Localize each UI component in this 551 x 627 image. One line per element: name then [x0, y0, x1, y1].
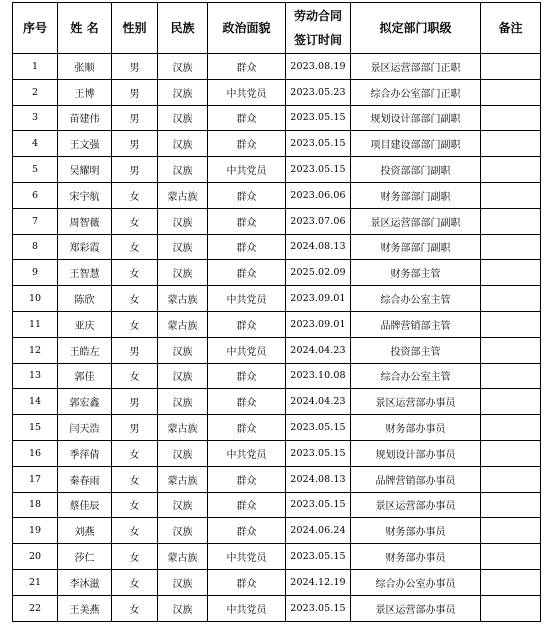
header-contract-date-line1: 劳动合同: [293, 9, 342, 23]
cell-name: 吴耀明: [58, 157, 112, 183]
cell-position: 综合办公室部门正职: [351, 79, 481, 105]
table-row: [13, 105, 541, 131]
cell-political-status: 群众: [208, 131, 286, 157]
table-row: [13, 492, 541, 518]
cell-no: 16: [13, 440, 58, 466]
cell-name: 秦春雨: [58, 466, 112, 492]
cell-note: [481, 595, 541, 621]
cell-contract-date: 2025.02.09: [286, 260, 351, 286]
cell-no: 15: [13, 415, 58, 441]
cell-name: 亚庆: [58, 311, 112, 337]
cell-name: 郑彩霞: [58, 234, 112, 260]
cell-contract-date: 2023.05.15: [286, 595, 351, 621]
cell-sex: 女: [112, 260, 158, 286]
cell-sex: 女: [112, 311, 158, 337]
table-row: [13, 363, 541, 389]
cell-name: 郭宏鑫: [58, 389, 112, 415]
cell-no: 8: [13, 234, 58, 260]
cell-ethnicity: 汉族: [158, 157, 208, 183]
cell-sex: 女: [112, 182, 158, 208]
cell-ethnicity: 汉族: [158, 363, 208, 389]
cell-no: 2: [13, 79, 58, 105]
cell-name: 陈欣: [58, 286, 112, 312]
cell-ethnicity: 汉族: [158, 131, 208, 157]
cell-note: [481, 208, 541, 234]
cell-position: 景区运营部办事员: [351, 595, 481, 621]
table-row: [13, 440, 541, 466]
cell-contract-date: 2024.08.13: [286, 234, 351, 260]
cell-ethnicity: 汉族: [158, 54, 208, 80]
cell-contract-date: 2023.09.01: [286, 311, 351, 337]
cell-ethnicity: 汉族: [158, 79, 208, 105]
cell-no: 22: [13, 595, 58, 621]
cell-ethnicity: 汉族: [158, 105, 208, 131]
cell-no: 4: [13, 131, 58, 157]
cell-contract-date: 2023.05.15: [286, 157, 351, 183]
cell-sex: 女: [112, 466, 158, 492]
cell-political-status: 群众: [208, 518, 286, 544]
header-no: 序号: [13, 3, 58, 54]
cell-no: 14: [13, 389, 58, 415]
cell-political-status: 群众: [208, 569, 286, 595]
cell-position: 财务部办事员: [351, 544, 481, 570]
table-row: [13, 208, 541, 234]
cell-position: 景区运营部办事员: [351, 492, 481, 518]
cell-contract-date: 2024.06.24: [286, 518, 351, 544]
cell-ethnicity: 汉族: [158, 389, 208, 415]
cell-ethnicity: 蒙古族: [158, 311, 208, 337]
cell-position: 综合办公室主管: [351, 363, 481, 389]
cell-note: [481, 389, 541, 415]
cell-ethnicity: 汉族: [158, 337, 208, 363]
cell-no: 5: [13, 157, 58, 183]
cell-name: 季萍倩: [58, 440, 112, 466]
cell-note: [481, 337, 541, 363]
table-row: [13, 131, 541, 157]
cell-contract-date: 2023.05.15: [286, 492, 351, 518]
cell-position: 规划设计部部门副职: [351, 105, 481, 131]
cell-name: 张顺: [58, 54, 112, 80]
cell-note: [481, 466, 541, 492]
personnel-table: [12, 2, 541, 622]
cell-sex: 男: [112, 415, 158, 441]
cell-note: [481, 79, 541, 105]
cell-political-status: 群众: [208, 466, 286, 492]
cell-position: 财务部部门副职: [351, 182, 481, 208]
cell-sex: 男: [112, 79, 158, 105]
cell-no: 3: [13, 105, 58, 131]
cell-no: 21: [13, 569, 58, 595]
cell-political-status: 群众: [208, 415, 286, 441]
header-row: [13, 3, 541, 54]
cell-position: 财务部部门副职: [351, 234, 481, 260]
cell-note: [481, 311, 541, 337]
cell-contract-date: 2023.05.15: [286, 131, 351, 157]
cell-note: [481, 544, 541, 570]
cell-note: [481, 54, 541, 80]
cell-political-status: 中共党员: [208, 337, 286, 363]
cell-contract-date: 2023.05.15: [286, 440, 351, 466]
cell-no: 12: [13, 337, 58, 363]
cell-note: [481, 363, 541, 389]
cell-contract-date: 2023.05.15: [286, 415, 351, 441]
cell-name: 宋宇航: [58, 182, 112, 208]
cell-political-status: 群众: [208, 234, 286, 260]
cell-note: [481, 415, 541, 441]
cell-contract-date: 2024.08.13: [286, 466, 351, 492]
cell-ethnicity: 汉族: [158, 234, 208, 260]
cell-position: 品牌营销部主管: [351, 311, 481, 337]
cell-political-status: 中共党员: [208, 286, 286, 312]
cell-sex: 女: [112, 208, 158, 234]
cell-political-status: 中共党员: [208, 440, 286, 466]
table-row: [13, 595, 541, 621]
header-name: 姓 名: [58, 3, 112, 54]
cell-contract-date: 2024.04.23: [286, 337, 351, 363]
cell-position: 综合办公室办事员: [351, 569, 481, 595]
cell-no: 1: [13, 54, 58, 80]
table-row: [13, 157, 541, 183]
table-row: [13, 182, 541, 208]
cell-contract-date: 2023.06.06: [286, 182, 351, 208]
cell-ethnicity: 蒙古族: [158, 286, 208, 312]
cell-position: 财务部主管: [351, 260, 481, 286]
cell-no: 17: [13, 466, 58, 492]
cell-ethnicity: 汉族: [158, 595, 208, 621]
cell-no: 20: [13, 544, 58, 570]
cell-note: [481, 182, 541, 208]
cell-sex: 女: [112, 440, 158, 466]
cell-note: [481, 260, 541, 286]
header-contract-date: [286, 3, 351, 54]
cell-contract-date: 2023.08.19: [286, 54, 351, 80]
cell-sex: 男: [112, 337, 158, 363]
cell-name: 周智薇: [58, 208, 112, 234]
cell-name: 王博: [58, 79, 112, 105]
cell-position: 综合办公室主管: [351, 286, 481, 312]
cell-contract-date: 2023.05.15: [286, 544, 351, 570]
cell-ethnicity: 蒙古族: [158, 415, 208, 441]
cell-name: 李沐滋: [58, 569, 112, 595]
cell-sex: 女: [112, 544, 158, 570]
cell-position: 财务部办事员: [351, 415, 481, 441]
cell-position: 规划设计部办事员: [351, 440, 481, 466]
cell-contract-date: 2023.05.15: [286, 105, 351, 131]
cell-position: 项目建设部部门副职: [351, 131, 481, 157]
cell-political-status: 群众: [208, 105, 286, 131]
cell-no: 13: [13, 363, 58, 389]
cell-name: 苗建伟: [58, 105, 112, 131]
cell-position: 景区运营部办事员: [351, 389, 481, 415]
cell-note: [481, 157, 541, 183]
header-contract-date-line2: 签订时间: [293, 33, 342, 47]
cell-contract-date: 2023.09.01: [286, 286, 351, 312]
cell-political-status: 中共党员: [208, 157, 286, 183]
cell-sex: 女: [112, 569, 158, 595]
cell-note: [481, 492, 541, 518]
header-political-status: 政治面貌: [208, 3, 286, 54]
cell-ethnicity: 汉族: [158, 440, 208, 466]
table-row: [13, 466, 541, 492]
header-position: 拟定部门职级: [351, 3, 481, 54]
cell-sex: 女: [112, 492, 158, 518]
header-sex: 性别: [112, 3, 158, 54]
cell-note: [481, 569, 541, 595]
table-row: [13, 415, 541, 441]
cell-sex: 男: [112, 105, 158, 131]
table-row: [13, 286, 541, 312]
cell-no: 10: [13, 286, 58, 312]
cell-name: 王美燕: [58, 595, 112, 621]
cell-political-status: 中共党员: [208, 79, 286, 105]
table-header: [13, 3, 541, 54]
cell-sex: 女: [112, 234, 158, 260]
cell-sex: 男: [112, 54, 158, 80]
table-row: [13, 337, 541, 363]
cell-sex: 男: [112, 157, 158, 183]
cell-political-status: 群众: [208, 389, 286, 415]
cell-note: [481, 131, 541, 157]
cell-no: 6: [13, 182, 58, 208]
cell-no: 9: [13, 260, 58, 286]
cell-name: 莎仁: [58, 544, 112, 570]
table-row: [13, 518, 541, 544]
cell-name: 王皓左: [58, 337, 112, 363]
cell-political-status: 群众: [208, 492, 286, 518]
cell-ethnicity: 蒙古族: [158, 466, 208, 492]
cell-no: 19: [13, 518, 58, 544]
cell-name: 王文强: [58, 131, 112, 157]
table-body: [13, 54, 541, 622]
cell-position: 财务部办事员: [351, 518, 481, 544]
table-row: [13, 260, 541, 286]
cell-ethnicity: 汉族: [158, 208, 208, 234]
table-row: [13, 234, 541, 260]
cell-name: 王智慧: [58, 260, 112, 286]
cell-note: [481, 286, 541, 312]
cell-political-status: 中共党员: [208, 544, 286, 570]
cell-no: 7: [13, 208, 58, 234]
cell-position: 景区运营部部门正职: [351, 54, 481, 80]
cell-political-status: 群众: [208, 311, 286, 337]
cell-sex: 男: [112, 131, 158, 157]
cell-sex: 男: [112, 389, 158, 415]
table-row: [13, 79, 541, 105]
cell-ethnicity: 汉族: [158, 518, 208, 544]
cell-position: 投资部部门副职: [351, 157, 481, 183]
cell-political-status: 群众: [208, 182, 286, 208]
cell-note: [481, 518, 541, 544]
cell-position: 品牌营销部办事员: [351, 466, 481, 492]
cell-note: [481, 440, 541, 466]
cell-contract-date: 2023.07.06: [286, 208, 351, 234]
cell-note: [481, 234, 541, 260]
personnel-table-sheet: [12, 2, 540, 622]
cell-name: 刘燕: [58, 518, 112, 544]
cell-sex: 女: [112, 286, 158, 312]
cell-ethnicity: 蒙古族: [158, 182, 208, 208]
cell-position: 投资部主管: [351, 337, 481, 363]
header-note: 备注: [481, 3, 541, 54]
cell-sex: 女: [112, 363, 158, 389]
cell-sex: 女: [112, 518, 158, 544]
cell-position: 景区运营部部门副职: [351, 208, 481, 234]
table-row: [13, 311, 541, 337]
cell-contract-date: 2023.10.08: [286, 363, 351, 389]
cell-name: 蔡佳辰: [58, 492, 112, 518]
table-row: [13, 544, 541, 570]
cell-no: 11: [13, 311, 58, 337]
cell-political-status: 群众: [208, 363, 286, 389]
cell-political-status: 中共党员: [208, 595, 286, 621]
cell-contract-date: 2023.05.23: [286, 79, 351, 105]
table-row: [13, 569, 541, 595]
cell-ethnicity: 汉族: [158, 492, 208, 518]
cell-name: 郭佳: [58, 363, 112, 389]
cell-contract-date: 2024.12.19: [286, 569, 351, 595]
header-ethnicity: 民族: [158, 3, 208, 54]
cell-contract-date: 2024.04.23: [286, 389, 351, 415]
table-row: [13, 54, 541, 80]
table-row: [13, 389, 541, 415]
cell-ethnicity: 汉族: [158, 260, 208, 286]
cell-sex: 女: [112, 595, 158, 621]
cell-political-status: 群众: [208, 208, 286, 234]
cell-ethnicity: 汉族: [158, 569, 208, 595]
cell-note: [481, 105, 541, 131]
cell-ethnicity: 蒙古族: [158, 544, 208, 570]
cell-name: 闫天浩: [58, 415, 112, 441]
cell-political-status: 群众: [208, 54, 286, 80]
cell-political-status: 群众: [208, 260, 286, 286]
cell-no: 18: [13, 492, 58, 518]
